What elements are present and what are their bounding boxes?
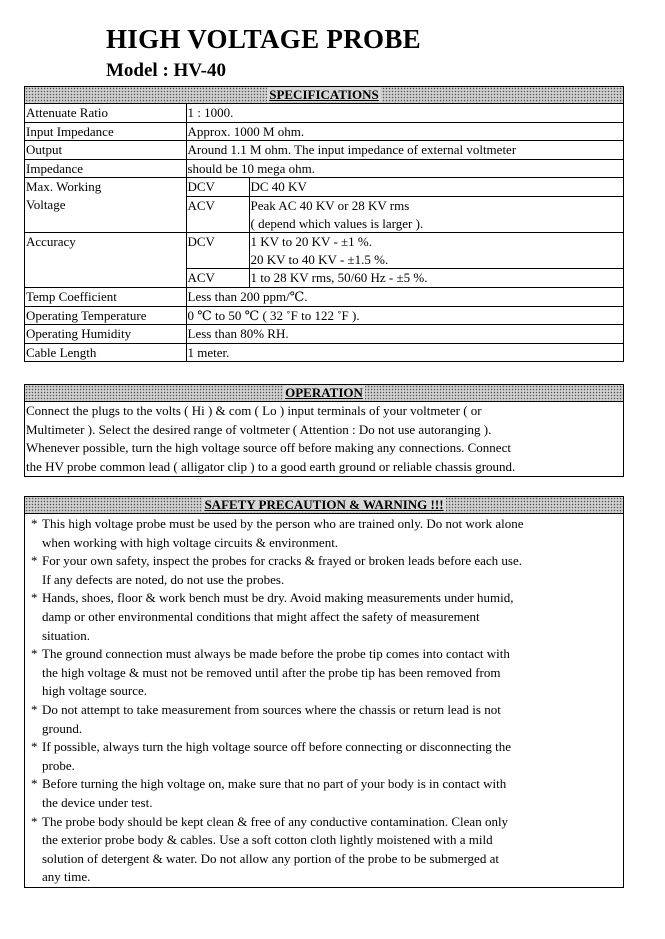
list-item: [25, 515, 623, 552]
spec-label: Operating Humidity: [25, 325, 186, 344]
list-item-line: high voltage source.: [42, 683, 148, 699]
bullet-icon: *: [31, 553, 38, 569]
spec-value: 1 : 1000.: [186, 104, 623, 122]
spec-label-line: Voltage: [26, 196, 66, 212]
document-title: HIGH VOLTAGE PROBE: [106, 24, 421, 54]
spec-value: ( depend which values is larger ).: [249, 215, 623, 233]
bullet-icon: *: [31, 739, 38, 755]
list-item-line: solution of detergent & water. Do not allow any portion of the probe to be submerged at: [42, 850, 499, 866]
list-item-line: probe.: [42, 757, 75, 773]
spec-value: Less than 200 ppm/℃.: [186, 287, 623, 306]
spec-label: Operating Temperature: [25, 306, 186, 325]
spec-mode: ACV: [186, 269, 249, 288]
spec-value: Peak AC 40 KV or 28 KV rms: [249, 196, 623, 214]
spec-label: Accuracy: [25, 233, 186, 288]
list-item-line: situation.: [42, 627, 91, 643]
spec-label: Cable Length: [25, 343, 186, 361]
operation-text: [25, 402, 623, 476]
list-item-line: any time.: [42, 869, 91, 885]
operation-line: the HV probe common lead ( alligator clip ) to a good earth ground or reliable chassis ground.: [26, 458, 516, 474]
spec-value: 20 KV to 40 KV - ±1.5 %.: [249, 251, 623, 269]
table-row: [25, 287, 623, 306]
list-item: [25, 645, 623, 701]
spec-mode: ACV: [186, 196, 249, 232]
spec-value: 0 ℃ to 50 ℃ ( 32 ˚F to 122 ˚F ).: [186, 306, 623, 325]
list-item-line: Hands, shoes, floor & work bench must be dry. Avoid making measurements under humid,: [42, 590, 514, 606]
list-item-line: For your own safety, inspect the probes for cracks & frayed or broken leads before each use.: [42, 553, 522, 569]
table-row: [25, 325, 623, 344]
spec-value: Less than 80% RH.: [186, 325, 623, 344]
list-item: [25, 701, 623, 738]
list-item: [25, 775, 623, 812]
spec-label: Attenuate Ratio: [25, 104, 186, 122]
list-item: [25, 589, 623, 645]
list-item: [25, 738, 623, 775]
list-item-line: If any defects are noted, do not use the probes.: [42, 571, 285, 587]
spec-mode: DCV: [186, 178, 249, 197]
bullet-icon: *: [31, 516, 38, 531]
operation-section: [24, 384, 624, 477]
operation-line: Connect the plugs to the volts ( Hi ) & com ( Lo ) input terminals of your voltmeter ( or: [26, 403, 482, 418]
operation-line: Multimeter ). Select the desired range of voltmeter ( Attention : Do not use autoranging ).: [26, 421, 492, 437]
spec-value: should be 10 mega ohm.: [186, 159, 623, 178]
spec-value: Approx. 1000 M ohm.: [186, 122, 623, 141]
specifications-section: [24, 86, 624, 362]
model-number: Model : HV-40: [106, 60, 226, 81]
list-item-line: the high voltage & must not be removed until after the probe tip has been removed from: [42, 664, 501, 680]
list-item: [25, 552, 623, 589]
spec-label: [25, 178, 186, 233]
list-item-line: damp or other environmental conditions that might affect the safety of measurement: [42, 608, 480, 624]
spec-value: 1 to 28 KV rms, 50/60 Hz - ±5 %.: [249, 269, 623, 288]
list-item-line: Before turning the high voltage on, make sure that no part of your body is in contact with: [42, 776, 507, 792]
list-item-line: ground.: [42, 720, 83, 736]
bullet-icon: *: [31, 776, 38, 792]
spec-label: Input Impedance: [25, 122, 186, 141]
list-item: [25, 813, 623, 887]
table-row: [25, 306, 623, 325]
list-item-line: The ground connection must always be made before the probe tip comes into contact with: [42, 646, 510, 662]
table-row: [25, 122, 623, 141]
table-row: [25, 159, 623, 178]
safety-section: [24, 496, 624, 888]
list-item-line: when working with high voltage circuits & environment.: [42, 534, 339, 550]
list-item-line: If possible, always turn the high voltage source off before connecting or disconnecting the: [42, 739, 512, 755]
operation-header: OPERATION: [25, 385, 623, 402]
list-item-line: The probe body should be kept clean & free of any conductive contamination. Clean only: [42, 813, 509, 829]
spec-value: DC 40 KV: [249, 178, 623, 197]
table-row: [25, 104, 623, 122]
list-item-line: This high voltage probe must be used by the person who are trained only. Do not work alone: [42, 516, 524, 531]
table-row: [25, 343, 623, 361]
bullet-icon: *: [31, 701, 38, 717]
specifications-header: SPECIFICATIONS: [25, 87, 623, 104]
operation-line: Whenever possible, turn the high voltage source off before making any connections. Connect: [26, 440, 511, 456]
bullet-icon: *: [31, 646, 38, 662]
table-row: [25, 233, 623, 251]
spec-value: 1 meter.: [186, 343, 623, 361]
safety-header: SAFETY PRECAUTION & WARNING !!!: [25, 497, 623, 514]
spec-label: Output: [25, 141, 186, 160]
spec-label-line: Max. Working: [26, 179, 102, 195]
spec-mode: DCV: [186, 233, 249, 269]
table-row: [25, 141, 623, 160]
spec-value: 1 KV to 20 KV - ±1 %.: [249, 233, 623, 251]
safety-list: [25, 514, 623, 887]
bullet-icon: *: [31, 590, 38, 606]
list-item-line: the device under test.: [42, 794, 153, 810]
list-item-line: Do not attempt to take measurement from sources where the chassis or return lead is not: [42, 701, 501, 717]
spec-value: Around 1.1 M ohm. The input impedance of external voltmeter: [186, 141, 623, 160]
bullet-icon: *: [31, 813, 38, 829]
spec-label: Impedance: [25, 159, 186, 178]
specifications-table: [25, 104, 623, 361]
spec-label: Temp Coefficient: [25, 287, 186, 306]
table-row: [25, 178, 623, 197]
list-item-line: the exterior probe body & cables. Use a soft cotton cloth lightly moistened with a mild: [42, 832, 493, 848]
